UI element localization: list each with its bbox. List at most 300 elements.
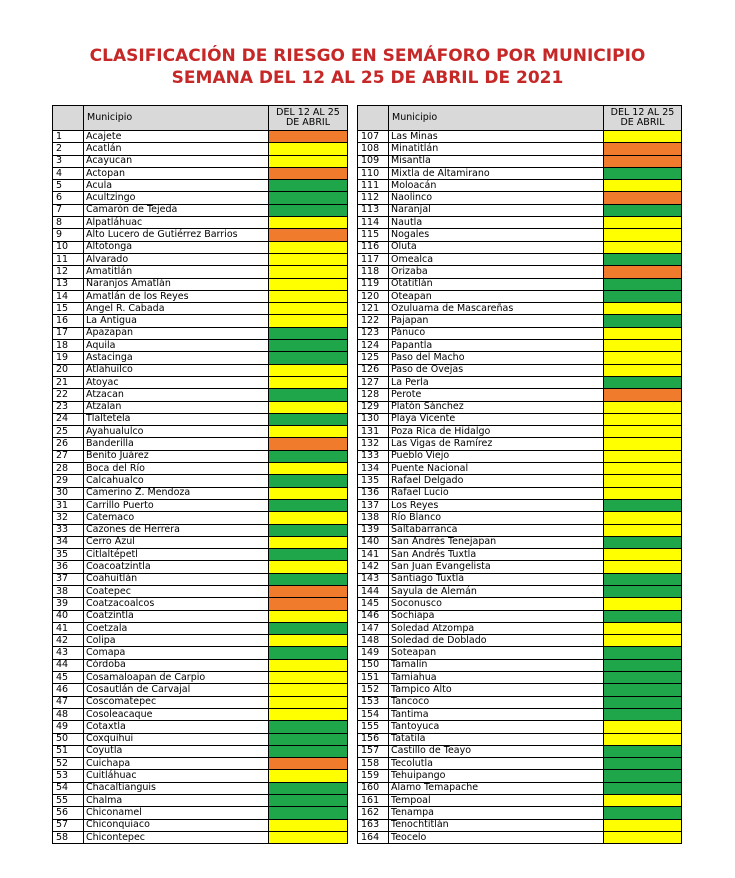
municipio-name: Atoyac [84, 376, 269, 388]
municipio-name: Naranjal [389, 204, 604, 216]
period-line1: DEL 12 AL 25 [276, 107, 340, 118]
risk-status-cell [269, 364, 348, 376]
table-row [358, 155, 682, 167]
municipio-name: Platón Sánchez [389, 401, 604, 413]
row-number: 1 [53, 131, 84, 143]
table-row [53, 561, 348, 573]
table-row [358, 475, 682, 487]
row-number: 32 [53, 512, 84, 524]
risk-status-cell [604, 795, 682, 807]
period-column-header [269, 106, 348, 131]
table-row [358, 303, 682, 315]
municipio-name: Boca del Río [84, 463, 269, 475]
risk-status-cell [269, 708, 348, 720]
risk-status-cell [604, 389, 682, 401]
municipio-name: Coatzacoalcos [84, 598, 269, 610]
row-number: 19 [53, 352, 84, 364]
table-row [358, 745, 682, 757]
table-row [53, 241, 348, 253]
table-row [53, 696, 348, 708]
row-number: 6 [53, 192, 84, 204]
municipio-name: Cuichapa [84, 758, 269, 770]
table-row [53, 327, 348, 339]
table-row [53, 340, 348, 352]
municipio-name: San Andrés Tuxtla [389, 549, 604, 561]
risk-status-cell [269, 278, 348, 290]
risk-status-cell [604, 413, 682, 425]
table-row [53, 831, 348, 843]
row-number: 12 [53, 266, 84, 278]
table-row [358, 770, 682, 782]
risk-status-cell [269, 204, 348, 216]
row-number: 140 [358, 536, 389, 548]
risk-status-cell [269, 524, 348, 536]
row-number: 58 [53, 831, 84, 843]
municipio-name: Soledad de Doblado [389, 635, 604, 647]
municipio-column-header: Municipio [84, 106, 269, 131]
municipio-name: Minatitlán [389, 143, 604, 155]
municipio-name: Cerro Azul [84, 536, 269, 548]
table-row [358, 143, 682, 155]
table-row [53, 598, 348, 610]
risk-status-cell [604, 475, 682, 487]
municipio-name: Acayucan [84, 155, 269, 167]
municipio-name: Acajete [84, 131, 269, 143]
row-number: 126 [358, 364, 389, 376]
risk-status-cell [269, 229, 348, 241]
risk-status-cell [604, 426, 682, 438]
table-row [358, 426, 682, 438]
risk-status-cell [269, 266, 348, 278]
municipio-name: Naranjos Amatlán [84, 278, 269, 290]
risk-status-cell [604, 303, 682, 315]
row-number: 139 [358, 524, 389, 536]
risk-status-cell [604, 438, 682, 450]
risk-status-cell [269, 807, 348, 819]
risk-status-cell [604, 598, 682, 610]
row-number: 134 [358, 463, 389, 475]
municipio-name: Alvarado [84, 253, 269, 265]
row-number: 142 [358, 561, 389, 573]
municipio-name: Pueblo Viejo [389, 450, 604, 462]
row-number: 13 [53, 278, 84, 290]
municipio-name: Astacinga [84, 352, 269, 364]
table-row [358, 487, 682, 499]
row-number: 5 [53, 180, 84, 192]
table-row [358, 585, 682, 597]
row-number: 162 [358, 807, 389, 819]
table-row [358, 573, 682, 585]
row-number: 110 [358, 167, 389, 179]
municipio-name: Coetzala [84, 622, 269, 634]
municipio-name: Catemaco [84, 512, 269, 524]
table-row [358, 708, 682, 720]
row-number: 130 [358, 413, 389, 425]
municipio-name: Soledad Atzompa [389, 622, 604, 634]
risk-status-cell [604, 512, 682, 524]
risk-status-cell [604, 376, 682, 388]
table-row [53, 401, 348, 413]
municipio-name: Las Minas [389, 131, 604, 143]
municipio-name: Tehuipango [389, 770, 604, 782]
risk-status-cell [604, 659, 682, 671]
table-row [358, 389, 682, 401]
table-row [53, 253, 348, 265]
municipio-name: Pajapan [389, 315, 604, 327]
row-number: 26 [53, 438, 84, 450]
municipio-name: Tlaltetela [84, 413, 269, 425]
table-row [358, 413, 682, 425]
row-number: 40 [53, 610, 84, 622]
municipio-name: Coacoatzintla [84, 561, 269, 573]
table-row [358, 499, 682, 511]
municipio-name: Río Blanco [389, 512, 604, 524]
table-row [358, 192, 682, 204]
row-number: 28 [53, 463, 84, 475]
municipio-name: Tamiahua [389, 672, 604, 684]
row-number: 128 [358, 389, 389, 401]
period-line1: DEL 12 AL 25 [610, 107, 675, 118]
row-number: 124 [358, 340, 389, 352]
table-row [53, 684, 348, 696]
table-row [358, 266, 682, 278]
row-number: 33 [53, 524, 84, 536]
municipio-name: Los Reyes [389, 499, 604, 511]
table-row [53, 807, 348, 819]
table-row [358, 733, 682, 745]
row-number: 29 [53, 475, 84, 487]
row-number: 154 [358, 708, 389, 720]
municipio-name: Orizaba [389, 266, 604, 278]
risk-status-cell [604, 463, 682, 475]
risk-status-cell [269, 573, 348, 585]
municipio-name: Chicontepec [84, 831, 269, 843]
table-row [53, 745, 348, 757]
table-row [358, 315, 682, 327]
table-row [358, 622, 682, 634]
row-number: 34 [53, 536, 84, 548]
row-number: 161 [358, 795, 389, 807]
table-row [358, 758, 682, 770]
row-number: 116 [358, 241, 389, 253]
row-number: 151 [358, 672, 389, 684]
row-number: 55 [53, 795, 84, 807]
municipio-name: Cosoleacaque [84, 708, 269, 720]
risk-status-cell [604, 524, 682, 536]
municipio-name: Tempoal [389, 795, 604, 807]
row-number: 47 [53, 696, 84, 708]
municipio-name: Acultzingo [84, 192, 269, 204]
row-number: 21 [53, 376, 84, 388]
row-number: 35 [53, 549, 84, 561]
table-row [358, 364, 682, 376]
risk-status-cell [269, 758, 348, 770]
row-number: 30 [53, 487, 84, 499]
municipio-name: Atzacan [84, 389, 269, 401]
table-row [53, 585, 348, 597]
municipio-name: Tecolutla [389, 758, 604, 770]
municipio-name: Las Vigas de Ramírez [389, 438, 604, 450]
row-number: 4 [53, 167, 84, 179]
municipio-name: Atzalan [84, 401, 269, 413]
municipio-name: Coahuitlán [84, 573, 269, 585]
municipio-name: Paso de Ovejas [389, 364, 604, 376]
municipio-name: Santiago Tuxtla [389, 573, 604, 585]
risk-status-cell [269, 733, 348, 745]
table-row [53, 155, 348, 167]
risk-status-cell [269, 795, 348, 807]
municipio-name: Sochiapa [389, 610, 604, 622]
municipio-name: Alto Lucero de Gutiérrez Barrios [84, 229, 269, 241]
municipio-name: Papantla [389, 340, 604, 352]
risk-status-cell [269, 684, 348, 696]
row-number: 153 [358, 696, 389, 708]
municipio-name: Amatlán de los Reyes [84, 290, 269, 302]
municipio-name: Aquila [84, 340, 269, 352]
table-row [358, 782, 682, 794]
municipio-name: Cazones de Herrera [84, 524, 269, 536]
table-row [53, 512, 348, 524]
risk-status-cell [269, 389, 348, 401]
risk-status-cell [604, 782, 682, 794]
risk-status-cell [269, 340, 348, 352]
table-row [53, 549, 348, 561]
period-column-header [604, 106, 682, 131]
period-line2: DE ABRIL [285, 117, 331, 128]
table-row [53, 795, 348, 807]
table-row [358, 536, 682, 548]
risk-status-cell [269, 180, 348, 192]
table-row [358, 438, 682, 450]
municipio-name: San Juan Evangelista [389, 561, 604, 573]
municipio-name: Tenampa [389, 807, 604, 819]
row-number: 57 [53, 819, 84, 831]
table-row [53, 659, 348, 671]
risk-status-cell [269, 352, 348, 364]
row-number: 111 [358, 180, 389, 192]
row-number: 41 [53, 622, 84, 634]
table-row [53, 217, 348, 229]
risk-status-cell [604, 622, 682, 634]
row-number: 20 [53, 364, 84, 376]
municipio-name: Camarón de Tejeda [84, 204, 269, 216]
row-number: 158 [358, 758, 389, 770]
risk-status-cell [269, 585, 348, 597]
municipio-name: Oteapan [389, 290, 604, 302]
municipio-name: Tantima [389, 708, 604, 720]
risk-status-cell [604, 217, 682, 229]
risk-status-cell [269, 143, 348, 155]
row-number: 52 [53, 758, 84, 770]
row-number: 117 [358, 253, 389, 265]
table-row [358, 672, 682, 684]
table-row [358, 512, 682, 524]
risk-status-cell [604, 340, 682, 352]
risk-status-cell [269, 438, 348, 450]
row-number: 156 [358, 733, 389, 745]
municipio-name: Coscomatepec [84, 696, 269, 708]
municipio-name: Calcahualco [84, 475, 269, 487]
row-number: 109 [358, 155, 389, 167]
row-number: 53 [53, 770, 84, 782]
row-number: 119 [358, 278, 389, 290]
table-row [53, 352, 348, 364]
municipio-name: Moloacán [389, 180, 604, 192]
risk-status-cell [269, 315, 348, 327]
risk-status-cell [269, 131, 348, 143]
table-row [53, 475, 348, 487]
table-row [358, 180, 682, 192]
municipio-name: Acula [84, 180, 269, 192]
risk-status-cell [269, 303, 348, 315]
municipio-name: La Antigua [84, 315, 269, 327]
row-number: 22 [53, 389, 84, 401]
table-row [358, 131, 682, 143]
risk-status-cell [269, 622, 348, 634]
table-row [53, 782, 348, 794]
municipio-name: Atlahuilco [84, 364, 269, 376]
row-number: 18 [53, 340, 84, 352]
table-row [358, 831, 682, 843]
municipio-name: Tantoyuca [389, 721, 604, 733]
municipio-name: Amatitlán [84, 266, 269, 278]
risk-status-cell [604, 290, 682, 302]
municipio-name: Actopan [84, 167, 269, 179]
risk-status-cell [269, 782, 348, 794]
risk-status-cell [269, 290, 348, 302]
municipio-name: Cotaxtla [84, 721, 269, 733]
municipio-name: Rafael Lucio [389, 487, 604, 499]
risk-status-cell [269, 659, 348, 671]
table-row [53, 315, 348, 327]
table-row [53, 303, 348, 315]
risk-status-cell [269, 475, 348, 487]
table-row [358, 352, 682, 364]
page-title: CLASIFICACIÓN DE RIESGO EN SEMÁFORO POR MUNICIPIO [89, 46, 646, 66]
municipio-name: Playa Vicente [389, 413, 604, 425]
table-row [53, 733, 348, 745]
risk-status-cell [269, 647, 348, 659]
municipio-name: Pánuco [389, 327, 604, 339]
row-number: 145 [358, 598, 389, 610]
table-header-row [53, 106, 348, 131]
row-number: 8 [53, 217, 84, 229]
row-number: 121 [358, 303, 389, 315]
row-number: 24 [53, 413, 84, 425]
row-number: 163 [358, 819, 389, 831]
municipio-name: Apazapan [84, 327, 269, 339]
municipio-name: Otatitlán [389, 278, 604, 290]
risk-status-cell [269, 745, 348, 757]
risk-status-cell [604, 721, 682, 733]
municipio-name: Citlaltépetl [84, 549, 269, 561]
municipio-name: Poza Rica de Hidalgo [389, 426, 604, 438]
table-row [53, 266, 348, 278]
risk-status-cell [269, 376, 348, 388]
risk-status-cell [604, 635, 682, 647]
table-row [53, 426, 348, 438]
table-row [358, 327, 682, 339]
row-number: 48 [53, 708, 84, 720]
table-row [53, 819, 348, 831]
municipio-name: Ozuluama de Mascareñas [389, 303, 604, 315]
municipio-name: Chiconquiaco [84, 819, 269, 831]
row-number: 2 [53, 143, 84, 155]
risk-status-cell [604, 807, 682, 819]
table-row [53, 438, 348, 450]
risk-status-cell [604, 192, 682, 204]
municipio-column-header: Municipio [389, 106, 604, 131]
table-row [53, 278, 348, 290]
risk-status-cell [269, 672, 348, 684]
municipio-name: Camerino Z. Mendoza [84, 487, 269, 499]
risk-status-cell [604, 204, 682, 216]
table-row [358, 217, 682, 229]
risk-status-cell [269, 463, 348, 475]
table-row [53, 180, 348, 192]
table-row [358, 721, 682, 733]
risk-status-cell [269, 487, 348, 499]
table-row [358, 253, 682, 265]
number-column-header [358, 106, 389, 131]
risk-status-cell [604, 401, 682, 413]
risk-status-cell [604, 499, 682, 511]
row-number: 144 [358, 585, 389, 597]
municipio-name: Misantla [389, 155, 604, 167]
row-number: 115 [358, 229, 389, 241]
row-number: 164 [358, 831, 389, 843]
municipio-name: Oluta [389, 241, 604, 253]
risk-status-cell [269, 635, 348, 647]
municipio-name: Córdoba [84, 659, 269, 671]
risk-status-cell [269, 610, 348, 622]
risk-status-cell [269, 499, 348, 511]
risk-status-cell [604, 672, 682, 684]
municipio-name: Cosautlán de Carvajal [84, 684, 269, 696]
municipio-name: Coatepec [84, 585, 269, 597]
table-row [358, 241, 682, 253]
table-row [358, 598, 682, 610]
table-row [358, 376, 682, 388]
row-number: 120 [358, 290, 389, 302]
table-row [53, 167, 348, 179]
risk-status-cell [269, 561, 348, 573]
row-number: 125 [358, 352, 389, 364]
municipio-name: Coyutla [84, 745, 269, 757]
risk-status-cell [269, 598, 348, 610]
municipio-name: Tatatila [389, 733, 604, 745]
risk-status-cell [604, 131, 682, 143]
risk-status-cell [269, 426, 348, 438]
municipio-name: Ayahualulco [84, 426, 269, 438]
row-number: 23 [53, 401, 84, 413]
municipio-name: La Perla [389, 376, 604, 388]
row-number: 129 [358, 401, 389, 413]
table-row [53, 229, 348, 241]
row-number: 157 [358, 745, 389, 757]
table-row [358, 561, 682, 573]
risk-status-cell [604, 143, 682, 155]
row-number: 27 [53, 450, 84, 462]
table-row [358, 549, 682, 561]
risk-status-cell [604, 549, 682, 561]
municipio-name: Acatlán [84, 143, 269, 155]
table-row [53, 708, 348, 720]
row-number: 123 [358, 327, 389, 339]
risk-status-cell [604, 745, 682, 757]
period-line2: DE ABRIL [620, 117, 665, 128]
risk-status-cell [604, 315, 682, 327]
